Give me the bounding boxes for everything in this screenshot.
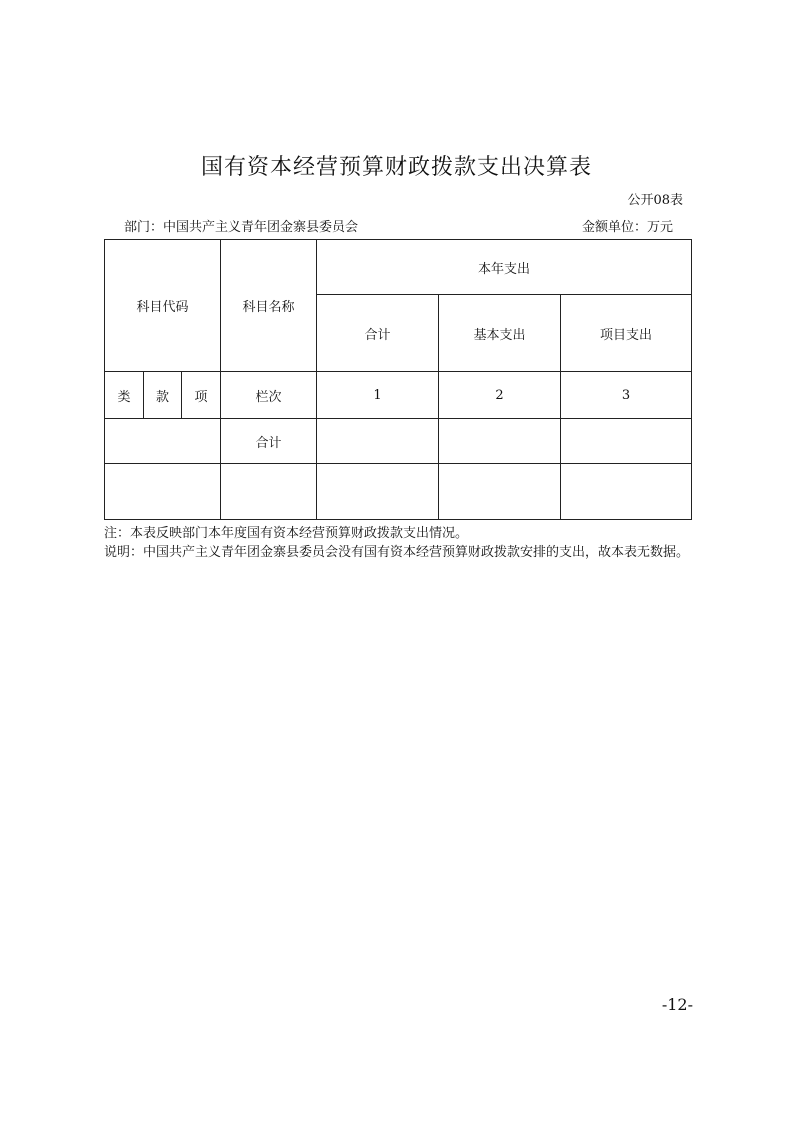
total-row-total-cell [317,419,439,464]
total-row [105,419,692,464]
total-header: 合计 [317,295,439,372]
column-number-1: 1 [317,372,439,419]
notes-section [104,524,694,562]
column-number-2: 2 [439,372,561,419]
note-text: 注：本表反映部门本年度国有资本经营预算财政拨款支出情况。 [104,526,469,541]
total-row-code-cell [105,419,221,464]
basic-expense-header: 基本支出 [439,295,561,372]
document-title: 国有资本经营预算财政拨款支出决算表 [200,155,592,180]
amount-unit-label: 金额单位：万元 [581,220,673,235]
department-label: 部门：中国共产主义青年团金寨县委员会 [124,220,359,235]
code-class-cell: 类 [105,372,144,419]
empty-basic-cell [439,464,561,520]
column-label-cell: 栏次 [221,372,317,419]
page-number: -12- [661,995,693,1014]
total-row-project-cell [561,419,692,464]
empty-total-cell [317,464,439,520]
total-row-basic-cell [439,419,561,464]
total-row-label: 合计 [221,419,317,464]
expense-table [104,239,692,520]
header-row-1 [105,240,692,295]
empty-data-row [105,464,692,520]
project-expense-header: 项目支出 [561,295,692,372]
subject-name-header: 科目名称 [221,240,317,372]
empty-name-cell [221,464,317,520]
column-number-row [105,372,692,419]
form-number: 公开08表 [627,193,683,208]
column-number-3: 3 [561,372,692,419]
current-year-expense-header: 本年支出 [317,240,692,295]
empty-code-cell [105,464,221,520]
code-item-cell: 项 [182,372,221,419]
explanation-text: 说明：中国共产主义青年团金寨县委员会没有国有资本经营预算财政拨款安排的支出，故本表无数据。 [104,545,690,560]
code-section-cell: 款 [144,372,182,419]
empty-project-cell [561,464,692,520]
subject-code-header: 科目代码 [105,240,221,372]
